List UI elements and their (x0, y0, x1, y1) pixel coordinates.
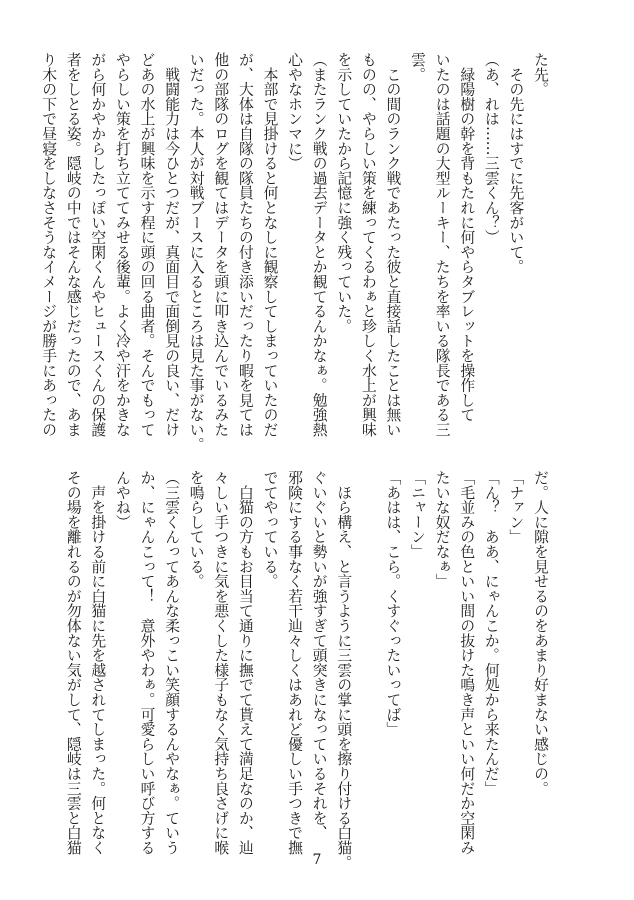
top-block-line: を示していたから記憶に強く残っていた。 (335, 52, 353, 334)
bottom-block-line: 「あはは、こら。くすぐったいってば」 (384, 470, 402, 737)
top-block-line: がら何かやからしたっぽい空閑くんやヒュースくんの保護 (89, 52, 107, 437)
bottom-block-line: か、にゃんこって！ 意外やわぁ。可愛らしい呼び方する (138, 470, 156, 855)
bottom-block-line: 白猫の方もお目当て通りに撫でて貰えて満足なのか、辿 (236, 470, 254, 855)
top-block-line: どあの水上が興味を示す程に頭の回る曲者。そんでもって (138, 52, 156, 437)
top-block-line: ものの、やらしい策を練ってくるわぁと珍しく水上が興味 (359, 52, 377, 437)
top-block-line: 戦闘能力は今ひとつだが、真面目で面倒見の良い、だけ (163, 52, 181, 437)
top-block-line: り木の下で昼寝をしなさそうなイメージが勝手にあったの (40, 52, 58, 437)
bottom-block-line: を鳴らしている。 (187, 470, 205, 589)
top-block-line: 本部で見掛けると何となしに観察してしまっていたのだ (261, 52, 279, 437)
bottom-block-line: たいな奴だなぁ」 (433, 470, 451, 589)
top-block-line: 緑陽樹の幹を背もたれに何やらタブレットを操作して (458, 52, 476, 422)
top-block-line: た先。 (532, 52, 549, 97)
bottom-block-line: でてやっている。 (261, 470, 279, 589)
top-block-line: やらしい策を打ち立ててみせる後輩。よく冷や汗をかきな (113, 52, 131, 437)
top-block-line: 他の部隊のログを観てはデータを頭に叩き込んでいるみた (212, 52, 230, 437)
bottom-block-line: んやね） (113, 470, 131, 530)
top-block-line: 雲。 (409, 52, 427, 82)
bottom-block-line: 「ん？ ああ、にゃんこか。何処から来たんだ」 (482, 470, 500, 796)
bottom-block-line: （三雲くんってあんな柔っこい笑顔するんやなぁ。ていう (163, 470, 181, 855)
bottom-block-line: 声を掛ける前に白猫に先を越されてしまった。何となく (89, 470, 107, 855)
bottom-block-line: その場を離れるのが勿体ない気がして、隠岐は三雲と白猫 (64, 470, 82, 855)
top-block-line: が、大体は自隊の隊員たちの付き添いだったり暇を見ては (236, 52, 254, 437)
top-block-line: 心やなホンマに） (286, 52, 304, 171)
bottom-block-line: ぐいぐいと勢いが強すぎて頭突きになっているそれを、 (310, 470, 328, 840)
top-block-line: この間のランク戦であたった彼と直接話したことは無い (384, 52, 402, 437)
bottom-block-line: ほら構え、と言うように三雲の掌に頭を擦り付ける白猫。 (335, 470, 353, 870)
page-number: 7 (312, 852, 322, 868)
bottom-block-line: 「ナァン」 (507, 470, 525, 544)
top-block-line: その先にはすでに先客がいて。 (507, 52, 525, 274)
top-block-line: いだった。本人が対戦ブースに入るところは見た事がない。 (187, 52, 205, 452)
top-block-line: いたのは話題の大型ルーキー、たちを率いる隊長である三 (433, 52, 451, 437)
top-text-block (40, 52, 552, 452)
bottom-block-line: 邪険にする事なく若干辿々しくはあれど優しい手つきで撫 (286, 470, 304, 855)
top-block-line: （あ、れは……三雲くん？） (482, 52, 500, 245)
top-block-line: （またランク戦の過去データとか観てるんかなぁ。勉強熱 (310, 52, 328, 437)
bottom-block-line (355, 470, 380, 825)
top-block-line: 者をしとる姿。隠岐の中ではそんな感じだったので、あま (64, 52, 82, 437)
bottom-block-line: 々しい手つきに気を悪くした様子もなく気持ち良さげに喉 (212, 470, 230, 855)
bottom-text-block (60, 470, 552, 870)
bottom-block-line: 「ニャーン」 (409, 470, 427, 559)
bottom-block-line: 「毛並みの色といい間の抜けた鳴き声といい何だか空閑み (458, 470, 476, 855)
bottom-block-line: だ。人に隙を見せるのをあまり好まない感じの。 (532, 470, 549, 796)
